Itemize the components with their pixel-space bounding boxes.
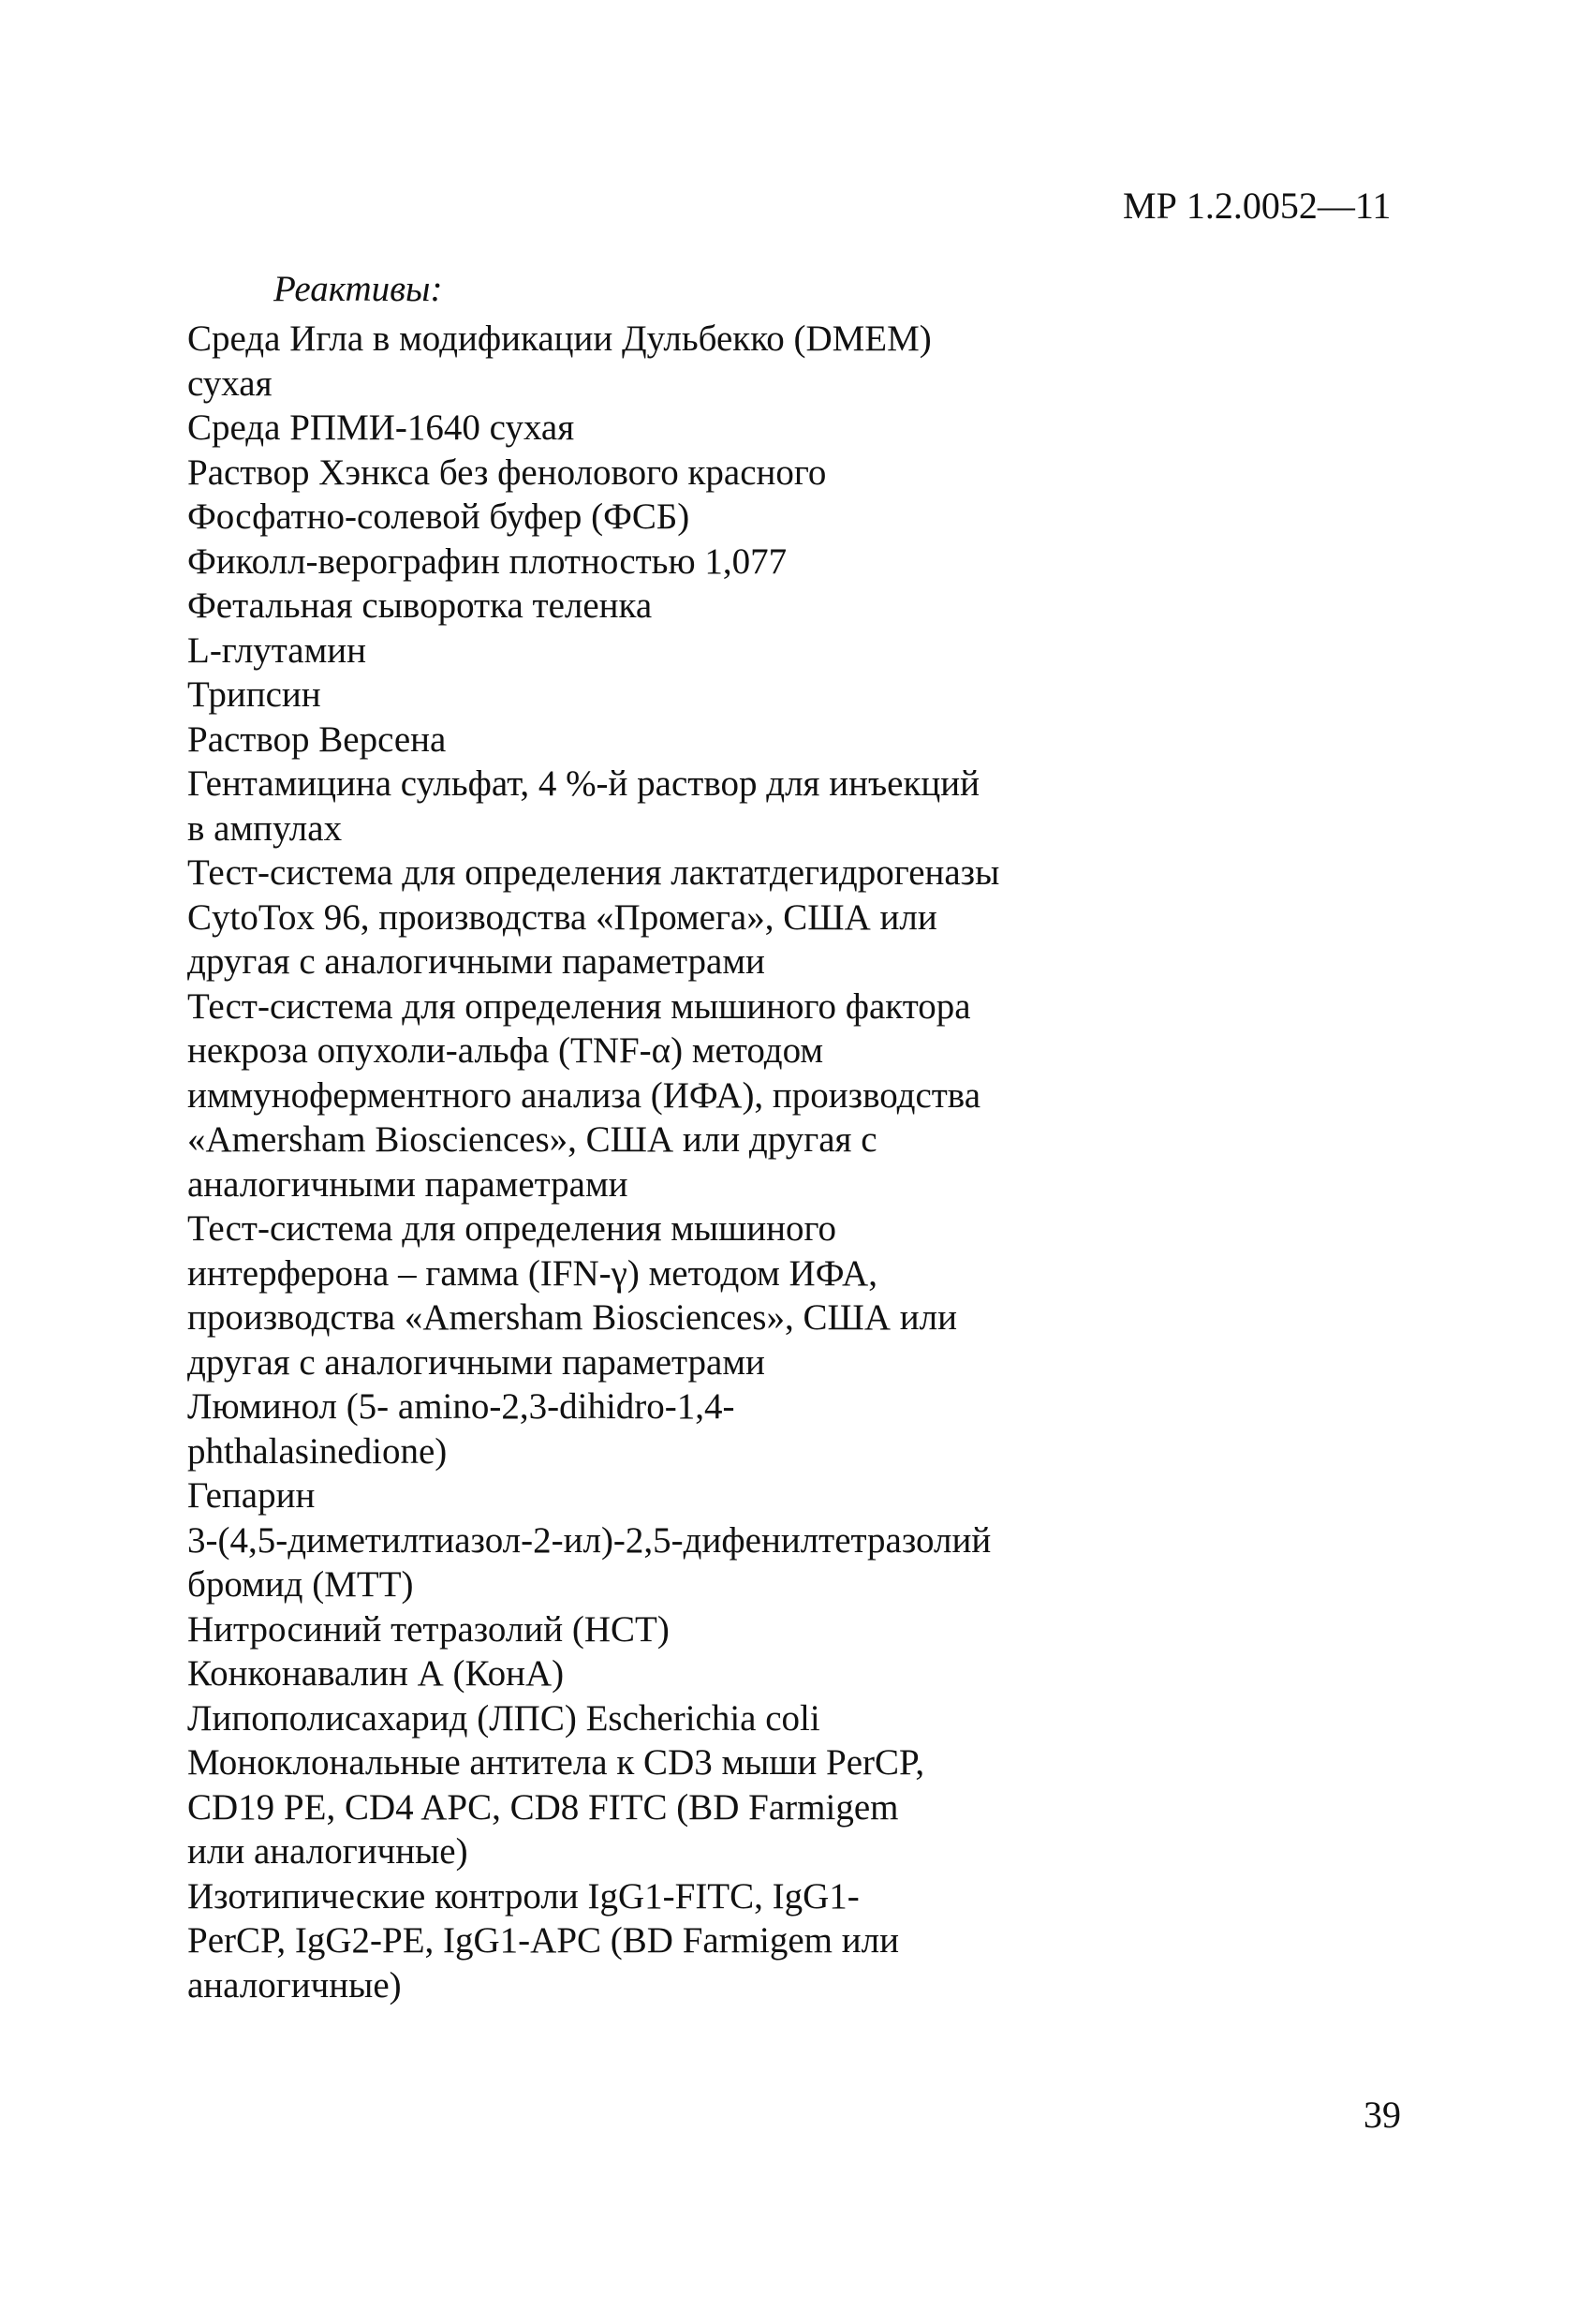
reagent-item <box>187 718 999 762</box>
section-heading: Реактивы: <box>273 269 443 309</box>
reagent-line: Конконавалин А (КонА) <box>187 1653 565 1694</box>
reagent-line: Раствор Версена <box>187 718 447 760</box>
reagent-line: phthalasinedione) <box>187 1430 448 1472</box>
reagent-item <box>187 406 999 451</box>
document-code: МР 1.2.0052—11 <box>1123 185 1392 227</box>
page-number: 39 <box>1364 2094 1401 2136</box>
reagent-line: Среда Игла в модификации Дульбекко (DMEM) <box>187 318 932 359</box>
reagent-line: другая с аналогичными параметрами <box>187 941 765 982</box>
reagent-line: CD19 PE, CD4 APC, CD8 FITC (BD Farmigem <box>187 1786 899 1828</box>
reagent-item <box>187 1384 999 1473</box>
reagent-item <box>187 495 999 540</box>
reagent-line: иммуноферментного анализа (ИФА), производства <box>187 1074 981 1116</box>
reagent-line: Тест-система для определения лактатдегидрогеназы <box>187 852 1000 893</box>
reagent-line: Нитросиний тетразолий (НСТ) <box>187 1608 670 1650</box>
reagent-line: 3-(4,5-диметилтиазол-2-ил)-2,5-дифенилтетразолий <box>187 1519 992 1561</box>
reagent-line: Трипсин <box>187 674 321 715</box>
reagent-line: производства «Amersham Biosciences», США или <box>187 1297 957 1338</box>
reagent-line: Среда РПМИ-1640 сухая <box>187 407 575 448</box>
reagent-line: бромид (МТТ) <box>187 1564 414 1605</box>
reagent-line: сухая <box>187 363 273 404</box>
reagent-line: аналогичные) <box>187 1964 402 2006</box>
reagent-line: Гепарин <box>187 1475 316 1516</box>
reagent-line: некроза опухоли-альфа (TNF-α) методом <box>187 1030 824 1071</box>
reagent-item <box>187 317 999 406</box>
reagent-list <box>187 317 999 2007</box>
reagent-line: Тест-система для определения мышиного <box>187 1208 836 1249</box>
reagent-item <box>187 762 999 851</box>
reagent-line: Липополисахарид (ЛПС) Escherichia coli <box>187 1697 820 1739</box>
reagent-item <box>187 1518 999 1607</box>
reagent-item <box>187 1473 999 1518</box>
reagent-item <box>187 1696 999 1741</box>
reagent-line: Раствор Хэнкса без фенолового красного <box>187 451 827 493</box>
reagent-item <box>187 540 999 585</box>
reagent-line: PerCP, IgG2-PE, IgG1-APC (BD Farmigem или <box>187 1920 899 1961</box>
reagent-line: Люминол (5- amino-2,3-dihidro-1,4- <box>187 1386 735 1427</box>
reagent-line: Фиколл-верографин плотностью 1,077 <box>187 540 788 582</box>
reagent-line: Гентамицина сульфат, 4 %-й раствор для инъекций <box>187 763 980 804</box>
reagent-line: Моноклональные антитела к CD3 мыши PerCP, <box>187 1742 925 1783</box>
reagent-item <box>187 851 999 984</box>
reagent-line: «Amersham Biosciences», США или другая с <box>187 1119 877 1160</box>
reagent-line: CytoTox 96, производства «Промега», США или <box>187 896 937 938</box>
reagent-item <box>187 1607 999 1652</box>
reagent-line: в ампулах <box>187 807 343 849</box>
reagent-line: L-глутамин <box>187 629 367 671</box>
reagent-item <box>187 451 999 496</box>
reagent-item <box>187 1874 999 2008</box>
reagent-line: Фетальная сыворотка теленка <box>187 585 653 626</box>
reagent-item <box>187 629 999 674</box>
reagent-line: интерферона – гамма (IFN-γ) методом ИФА, <box>187 1252 877 1294</box>
reagent-item <box>187 1206 999 1384</box>
reagent-item <box>187 673 999 718</box>
reagent-line: другая с аналогичными параметрами <box>187 1341 765 1383</box>
reagent-item <box>187 584 999 629</box>
reagent-item <box>187 1651 999 1696</box>
reagent-line: Фосфатно-солевой буфер (ФСБ) <box>187 496 690 537</box>
reagent-line: Тест-система для определения мышиного фактора <box>187 985 971 1027</box>
reagent-line: или аналогичные) <box>187 1831 468 1872</box>
reagent-item <box>187 1740 999 1874</box>
reagent-line: аналогичными параметрами <box>187 1163 628 1205</box>
reagent-item <box>187 984 999 1207</box>
reagent-line: Изотипические контроли IgG1-FITC, IgG1- <box>187 1875 860 1917</box>
